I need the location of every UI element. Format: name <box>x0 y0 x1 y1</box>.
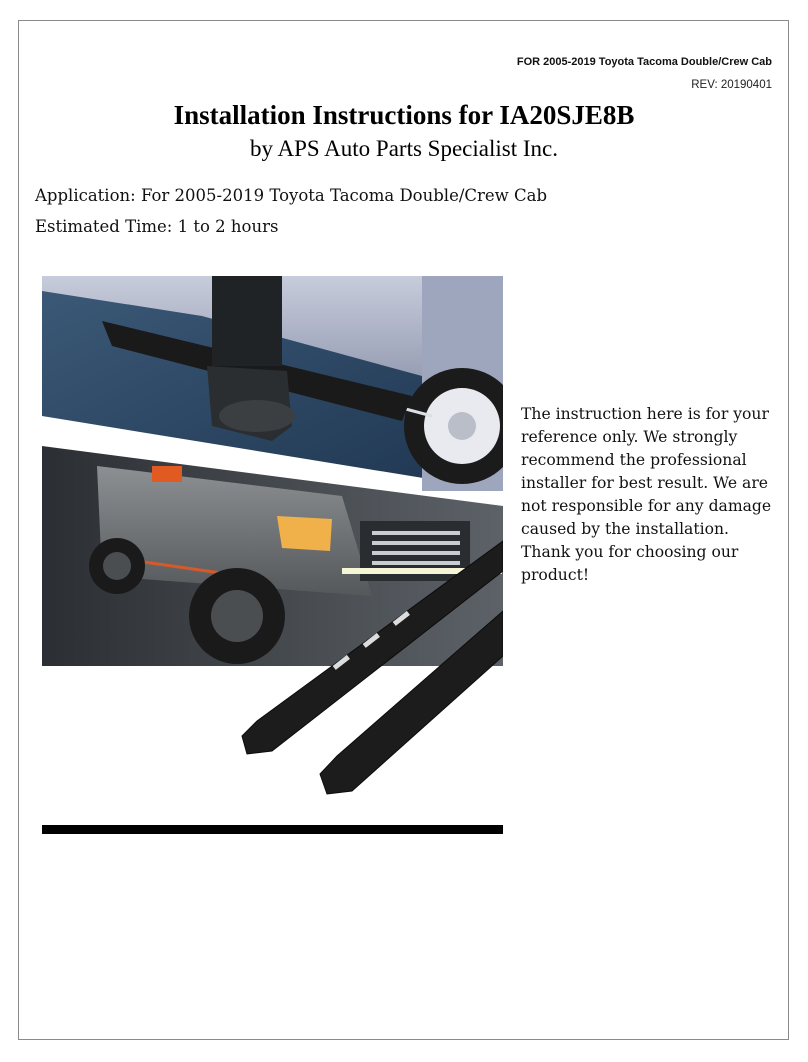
header-fitment: FOR 2005-2019 Toyota Tacoma Double/Crew Cab <box>516 56 772 68</box>
document-subtitle: by APS Auto Parts Specialist Inc. <box>250 136 558 161</box>
header-revision: REV: 20190401 <box>691 79 772 91</box>
bottom-rule <box>42 825 503 834</box>
disclaimer-text: The instruction here is for your reference only. We strongly recommend the professional installer for best result. We are not responsible for any damage caused by the installation. Thank you for choosing our product! <box>521 405 772 584</box>
estimated-time-line: Estimated Time: 1 to 2 hours <box>35 217 279 236</box>
product-photo-collage <box>42 276 503 676</box>
product-photo-illustration <box>42 276 503 816</box>
application-line: Application: For 2005-2019 Toyota Tacoma Double/Crew Cab <box>35 186 548 205</box>
document-title: Installation Instructions for IA20SJE8B <box>173 100 635 130</box>
